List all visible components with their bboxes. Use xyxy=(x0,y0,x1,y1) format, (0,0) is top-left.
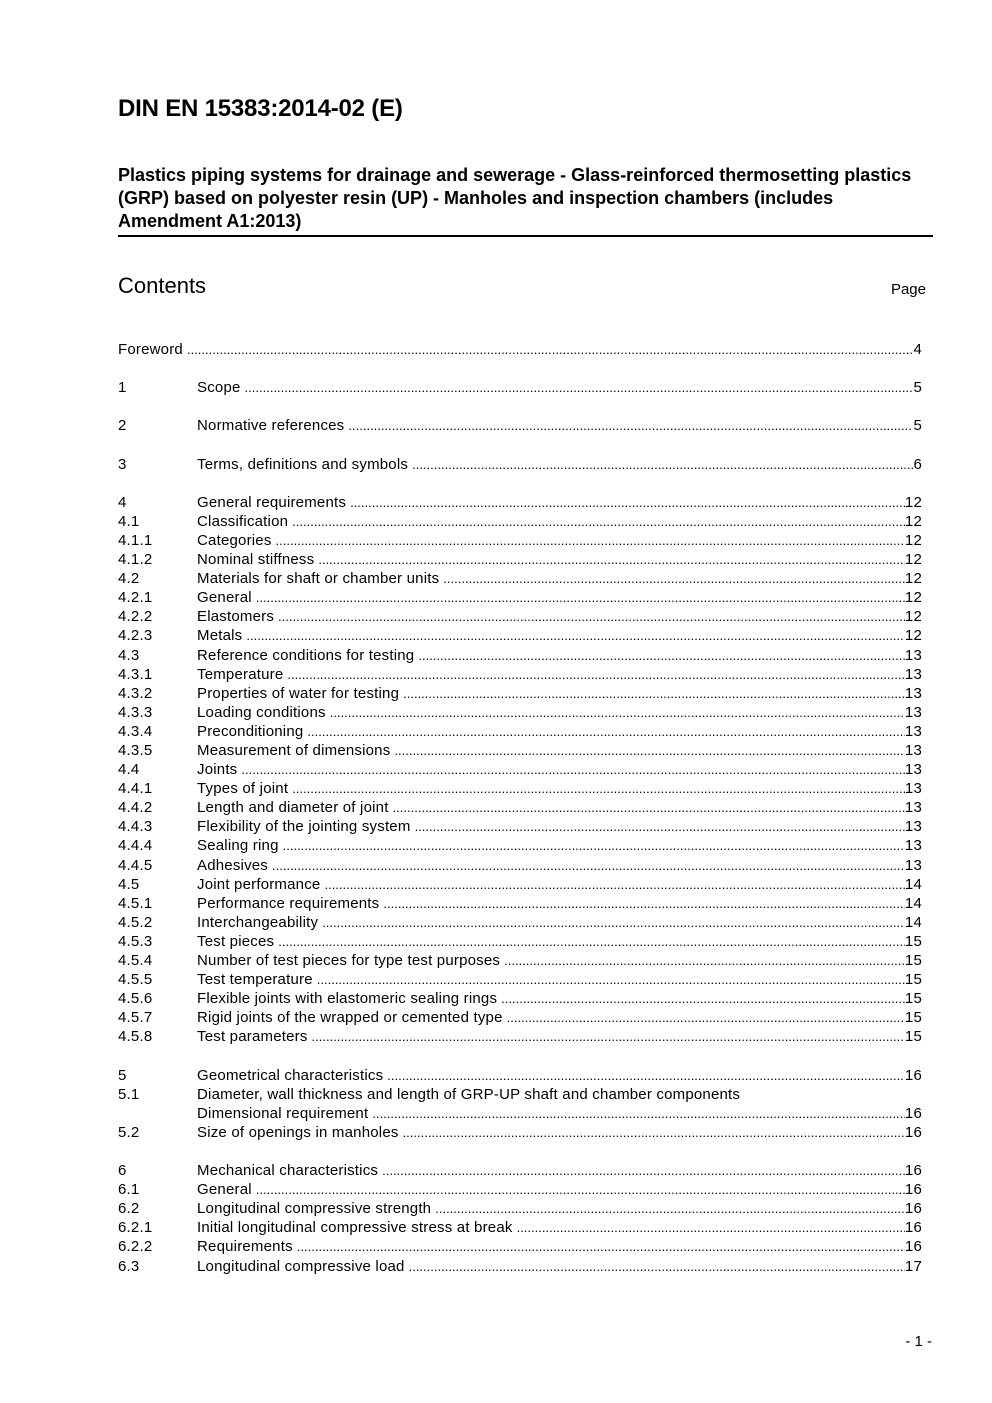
toc-leader-dots xyxy=(394,741,904,760)
toc-number: 4.1.1 xyxy=(118,531,153,549)
toc-page-number: 6 xyxy=(913,455,922,473)
toc-number: 4.5.8 xyxy=(118,1028,153,1046)
toc-page-number: 12 xyxy=(904,570,922,588)
toc-title: Number of test pieces for type test purposes xyxy=(197,952,501,969)
toc-leader-dots xyxy=(322,913,905,932)
toc-page-number: 12 xyxy=(904,627,922,645)
toc-page-number: 15 xyxy=(904,932,922,950)
toc-entry[interactable] xyxy=(118,1008,922,1027)
toc-number: 4.3.2 xyxy=(118,684,153,702)
toc-number: 4.3.4 xyxy=(118,722,153,740)
toc-leader-dots xyxy=(283,836,905,855)
toc-page-number: 13 xyxy=(904,856,922,874)
toc-page-number: 13 xyxy=(904,722,922,740)
toc-entry[interactable] xyxy=(118,1199,922,1218)
toc-leader-dots xyxy=(246,626,905,645)
toc-leader-dots xyxy=(350,493,905,512)
toc-number: 5 xyxy=(118,1066,127,1084)
toc-number: 4.3.1 xyxy=(118,665,153,683)
toc-page-number: 4 xyxy=(913,341,922,358)
toc-page-number: 16 xyxy=(904,1104,922,1122)
toc-page-number: 16 xyxy=(904,1066,922,1084)
toc-title: General requirements xyxy=(197,493,347,511)
toc-title: Temperature xyxy=(197,665,284,683)
toc-page-number: 16 xyxy=(904,1162,922,1180)
toc-entry[interactable] xyxy=(118,703,922,722)
toc-title: Scope xyxy=(197,379,241,397)
toc-leader-dots xyxy=(382,1161,905,1180)
toc-leader-dots xyxy=(245,378,914,397)
toc-title: Categories xyxy=(197,531,272,549)
toc-leader-dots xyxy=(412,455,913,474)
toc-number: 4.5.5 xyxy=(118,971,153,989)
toc-entry[interactable] xyxy=(118,493,922,512)
toc-leader-dots xyxy=(517,1218,905,1237)
toc-number: 4.2.3 xyxy=(118,627,153,645)
toc-title: Test pieces xyxy=(197,932,275,950)
toc-number: 4.3.3 xyxy=(118,703,153,721)
toc-title: Interchangeability xyxy=(197,913,319,931)
toc-title: Classification xyxy=(197,512,289,530)
toc-entry[interactable] xyxy=(118,646,922,665)
toc-entry[interactable] xyxy=(118,1257,922,1276)
toc-page-number: 5 xyxy=(913,379,922,397)
toc-number: 4.2 xyxy=(118,570,140,588)
toc-leader-dots xyxy=(187,340,913,359)
toc-entry[interactable] xyxy=(118,836,922,855)
toc-page-number: 13 xyxy=(904,703,922,721)
toc-page-number: 16 xyxy=(904,1123,922,1141)
toc-number: 5.2 xyxy=(118,1123,140,1141)
toc-leader-dots xyxy=(256,1180,905,1199)
toc-title: Metals xyxy=(197,627,243,645)
toc-title: General xyxy=(197,1181,252,1199)
toc-number: 4.4.5 xyxy=(118,856,153,874)
toc-number: 6.2.2 xyxy=(118,1238,153,1256)
toc-title: Materials for shaft or chamber units xyxy=(197,570,440,588)
toc-title: Sealing ring xyxy=(197,837,279,855)
toc-entry[interactable] xyxy=(118,913,922,932)
page-number: - 1 - xyxy=(905,1333,932,1350)
toc-page-number: 13 xyxy=(904,665,922,683)
toc-page-number: 16 xyxy=(904,1238,922,1256)
toc-title: Normative references xyxy=(197,417,345,435)
toc-leader-dots xyxy=(418,646,905,665)
toc-number: 4.4.2 xyxy=(118,799,153,817)
toc-leader-dots xyxy=(292,512,905,531)
toc-title-continued: Dimensional requirement xyxy=(197,1104,369,1122)
toc-entry[interactable] xyxy=(118,1180,922,1199)
toc-entry[interactable] xyxy=(118,856,922,875)
toc-page-number: 5 xyxy=(913,417,922,435)
toc-page-number: 15 xyxy=(904,1028,922,1046)
toc-title: Properties of water for testing xyxy=(197,684,400,702)
toc-page-number: 12 xyxy=(904,531,922,549)
toc-entry[interactable] xyxy=(118,817,922,836)
toc-leader-dots xyxy=(278,607,905,626)
toc-title: Initial longitudinal compressive stress at break xyxy=(197,1219,513,1237)
toc-page-number: 13 xyxy=(904,818,922,836)
toc-leader-dots xyxy=(507,1008,905,1027)
toc-title: Joints xyxy=(197,761,238,779)
toc-number: 6.1 xyxy=(118,1181,140,1199)
toc-title: Geometrical characteristics xyxy=(197,1066,384,1084)
toc-number: 4.4.4 xyxy=(118,837,153,855)
toc-number: 6.3 xyxy=(118,1257,140,1275)
toc-page-number: 13 xyxy=(904,761,922,779)
toc-entry[interactable] xyxy=(118,684,922,703)
toc-page-number: 15 xyxy=(904,990,922,1008)
toc-entry[interactable] xyxy=(118,989,922,1008)
toc-page-number: 13 xyxy=(904,741,922,759)
toc-title: Size of openings in manholes xyxy=(197,1123,399,1141)
toc-leader-dots xyxy=(318,550,905,569)
toc-entry[interactable] xyxy=(118,741,922,760)
toc-page-number: 14 xyxy=(904,913,922,931)
toc-leader-dots xyxy=(504,951,905,970)
toc-leader-dots xyxy=(330,703,905,722)
toc-number: 4.5.1 xyxy=(118,894,153,912)
toc-leader-dots xyxy=(443,569,905,588)
toc-title: Diameter, wall thickness and length of GRP-UP shaft and chamber components xyxy=(197,1085,741,1103)
toc-entry[interactable] xyxy=(118,760,922,779)
toc-page-number: 13 xyxy=(904,646,922,664)
toc-page-number: 13 xyxy=(904,780,922,798)
toc-entry[interactable] xyxy=(118,951,922,970)
toc-page-number: 16 xyxy=(904,1200,922,1218)
toc-entry[interactable] xyxy=(118,779,922,798)
toc-number: 4.4.3 xyxy=(118,818,153,836)
toc-entry[interactable] xyxy=(118,1027,922,1046)
toc-entry[interactable] xyxy=(118,665,922,684)
toc-title: Test parameters xyxy=(197,1028,308,1046)
toc-entry[interactable] xyxy=(118,970,922,989)
toc-number: 4.4.1 xyxy=(118,780,153,798)
toc-title: Requirements xyxy=(197,1238,293,1256)
toc-page-number: 14 xyxy=(904,894,922,912)
toc-entry[interactable] xyxy=(118,531,922,550)
toc-leader-dots xyxy=(415,817,905,836)
contents-heading: Contents xyxy=(118,273,207,298)
toc-page-number: 12 xyxy=(904,493,922,511)
toc-leader-dots xyxy=(256,588,905,607)
toc-number: 2 xyxy=(118,417,127,435)
toc-leader-dots xyxy=(383,894,905,913)
toc-page-number: 14 xyxy=(904,875,922,893)
page-column-label: Page xyxy=(890,281,926,298)
toc-leader-dots xyxy=(403,1123,905,1142)
toc-leader-dots xyxy=(435,1199,905,1218)
toc-leader-dots xyxy=(278,932,905,951)
toc-number: 4.1.2 xyxy=(118,551,153,569)
toc-title: Flexibility of the jointing system xyxy=(197,818,411,836)
toc-entry[interactable] xyxy=(118,416,922,435)
toc-page-number: 17 xyxy=(904,1257,922,1275)
toc-entry[interactable] xyxy=(118,1161,922,1180)
toc-entry[interactable] xyxy=(118,1123,922,1142)
toc-leader-dots xyxy=(409,1257,905,1276)
toc-number: 4.2.2 xyxy=(118,608,153,626)
toc-page-number: 15 xyxy=(904,1009,922,1027)
toc-entry[interactable] xyxy=(118,626,922,645)
toc-number: 4.1 xyxy=(118,512,140,530)
toc-leader-dots xyxy=(324,875,904,894)
toc-number: 4.4 xyxy=(118,761,140,779)
toc-title: Performance requirements xyxy=(197,894,380,912)
toc-entry[interactable] xyxy=(118,607,922,626)
toc-entry[interactable] xyxy=(118,455,922,474)
toc-title: Test temperature xyxy=(197,971,313,989)
toc-number: 4.3.5 xyxy=(118,741,153,759)
toc-entry[interactable] xyxy=(118,932,922,951)
toc-leader-dots xyxy=(403,684,905,703)
toc-page-number: 16 xyxy=(904,1181,922,1199)
toc-entry[interactable] xyxy=(118,1085,922,1123)
toc-title: Terms, definitions and symbols xyxy=(197,455,409,473)
toc-title: Elastomers xyxy=(197,608,275,626)
toc-number: 4.3 xyxy=(118,646,140,664)
toc-number: 4.5.7 xyxy=(118,1009,153,1027)
toc-number: 4.5.4 xyxy=(118,952,153,969)
toc-leader-dots xyxy=(312,1027,905,1046)
toc-number: 6.2 xyxy=(118,1200,140,1218)
toc-title: Flexible joints with elastomeric sealing rings xyxy=(197,990,498,1008)
toc-title: Mechanical characteristics xyxy=(197,1162,379,1180)
toc-leader-dots xyxy=(372,1104,905,1123)
toc-entry[interactable] xyxy=(118,798,922,817)
toc-title: Length and diameter of joint xyxy=(197,799,389,817)
toc-page-number: 16 xyxy=(904,1219,922,1237)
toc-title: Types of joint xyxy=(197,780,289,798)
toc-number: 4.5 xyxy=(118,875,140,893)
toc-number: 5.1 xyxy=(118,1085,140,1103)
toc-title: Longitudinal compressive strength xyxy=(197,1200,432,1218)
toc-title: General xyxy=(197,589,252,607)
toc-number: 4.5.3 xyxy=(118,932,153,950)
toc-entry[interactable] xyxy=(118,1066,922,1085)
document-title: Plastics piping systems for drainage and sewerage - Glass-reinforced thermosetting plastics (GRP) based on polyester resin (UP) - Manholes and inspection chambers (includes Amendment A1:2013) xyxy=(118,164,933,237)
toc-title: Preconditioning xyxy=(197,722,304,740)
toc-entry[interactable] xyxy=(118,378,922,397)
toc-leader-dots xyxy=(307,722,905,741)
toc-number: 4 xyxy=(118,493,127,511)
toc-leader-dots xyxy=(272,856,905,875)
toc-title: Nominal stiffness xyxy=(197,551,315,569)
toc-page-number: 15 xyxy=(904,971,922,989)
toc-title: Rigid joints of the wrapped or cemented type xyxy=(197,1009,503,1027)
toc-number: 3 xyxy=(118,455,127,473)
toc-leader-dots xyxy=(287,665,904,684)
toc-number: 6.2.1 xyxy=(118,1219,153,1237)
toc-leader-dots xyxy=(393,798,905,817)
toc-entry[interactable] xyxy=(118,512,922,531)
toc-leader-dots xyxy=(348,416,913,435)
toc-page-number: 12 xyxy=(904,608,922,626)
toc-number: 6 xyxy=(118,1162,127,1180)
toc-entry[interactable] xyxy=(118,340,922,359)
toc-leader-dots xyxy=(276,531,905,550)
toc-leader-dots xyxy=(297,1237,905,1256)
toc-leader-dots xyxy=(387,1066,905,1085)
toc-page-number: 13 xyxy=(904,799,922,817)
toc-page-number: 12 xyxy=(904,512,922,530)
toc-entry[interactable] xyxy=(118,1237,922,1256)
toc-leader-dots xyxy=(241,760,905,779)
table-of-contents xyxy=(118,340,922,1276)
toc-leader-dots xyxy=(501,989,905,1008)
toc-page-number: 13 xyxy=(904,684,922,702)
toc-number: 1 xyxy=(118,379,127,397)
toc-page-number: 13 xyxy=(904,837,922,855)
toc-page-number: 15 xyxy=(904,952,922,969)
toc-title: Joint performance xyxy=(197,875,321,893)
toc-page-number: 12 xyxy=(904,589,922,607)
document-id: DIN EN 15383:2014-02 (E) xyxy=(118,95,403,122)
toc-title: Foreword xyxy=(118,341,183,358)
toc-number: 4.5.2 xyxy=(118,913,153,931)
toc-title: Reference conditions for testing xyxy=(197,646,415,664)
toc-title: Loading conditions xyxy=(197,703,326,721)
toc-title: Longitudinal compressive load xyxy=(197,1257,405,1275)
toc-number: 4.5.6 xyxy=(118,990,153,1008)
toc-leader-dots xyxy=(292,779,905,798)
toc-entry[interactable] xyxy=(118,1218,922,1237)
toc-title: Adhesives xyxy=(197,856,269,874)
toc-entry[interactable] xyxy=(118,722,922,741)
toc-number: 4.2.1 xyxy=(118,589,153,607)
toc-title: Measurement of dimensions xyxy=(197,741,391,759)
toc-entry[interactable] xyxy=(118,569,922,588)
toc-entry[interactable] xyxy=(118,894,922,913)
toc-entry[interactable] xyxy=(118,550,922,569)
toc-entry[interactable] xyxy=(118,875,922,894)
toc-leader-dots xyxy=(317,970,905,989)
toc-page-number: 12 xyxy=(904,551,922,569)
toc-entry[interactable] xyxy=(118,588,922,607)
